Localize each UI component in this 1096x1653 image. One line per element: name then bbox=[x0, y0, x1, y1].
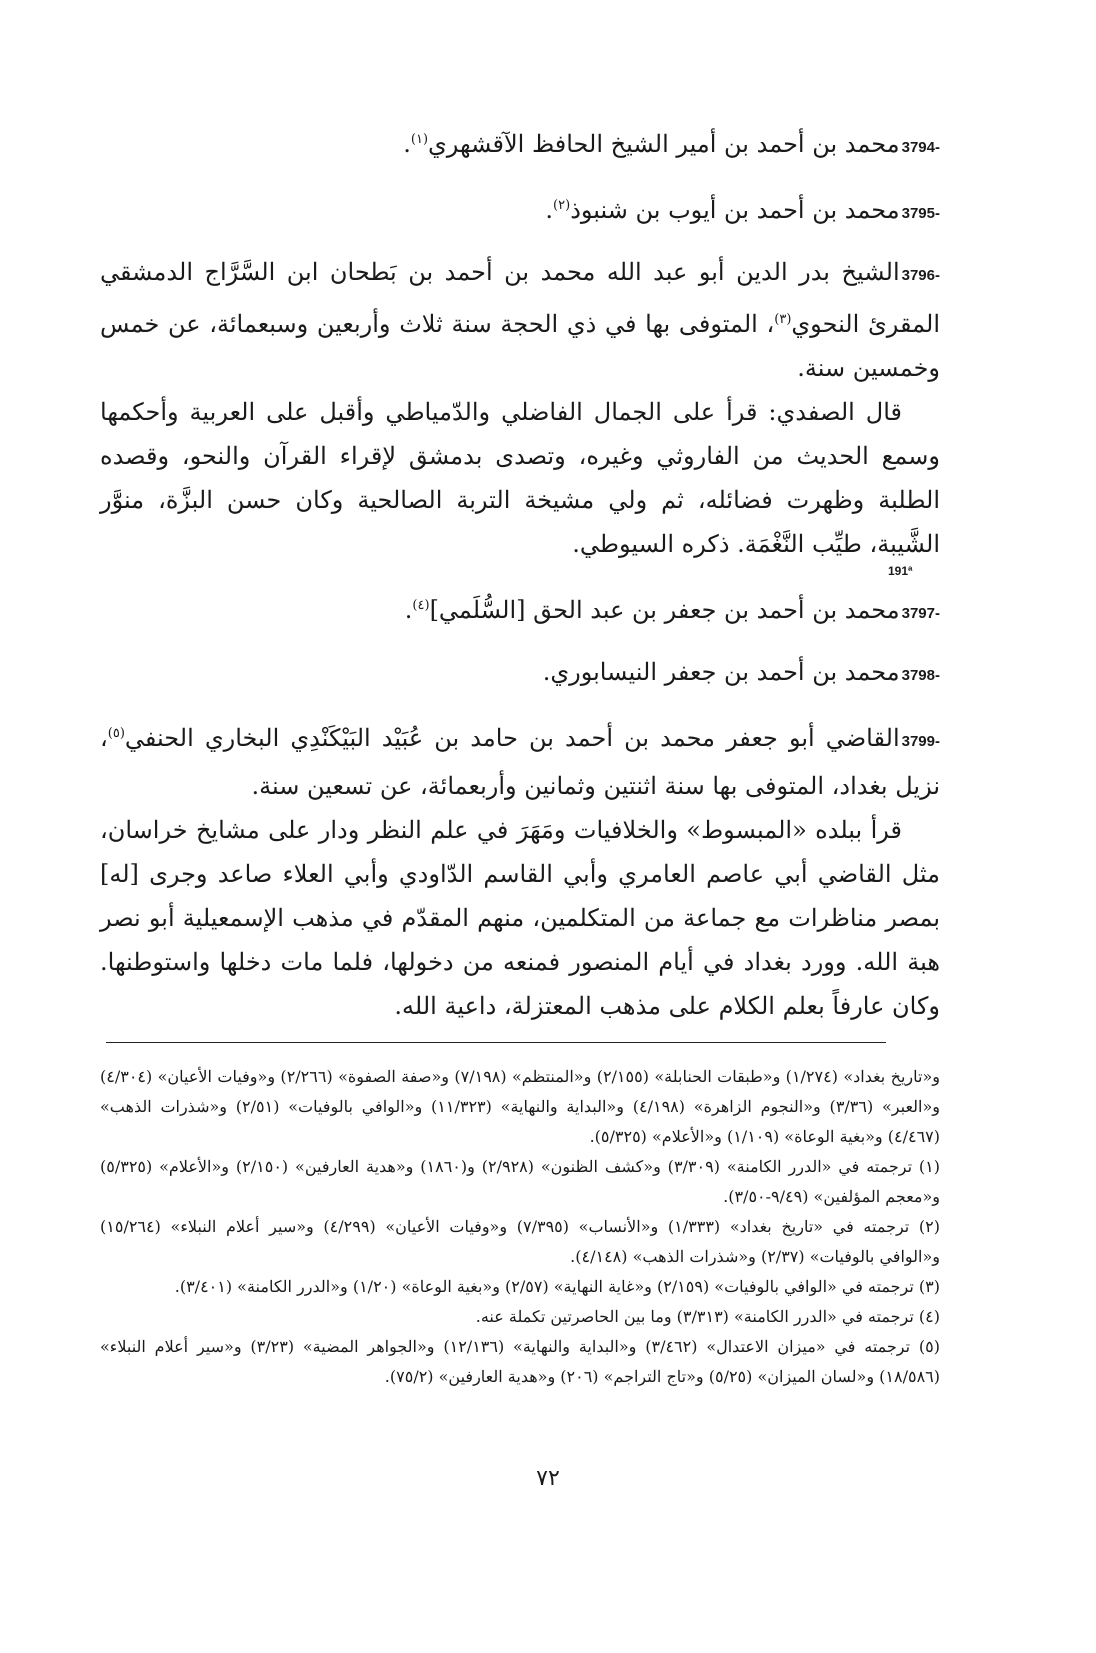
main-text bbox=[100, 118, 940, 1028]
entry-text: الشيخ بدر الدين أبو عبد الله محمد بن أحمد بن بَطحان ابن السَّرَّاج الدمشقي المقرئ النحوي bbox=[100, 258, 940, 338]
entry-number: 3795- bbox=[901, 205, 940, 222]
entry-text: محمد بن أحمد بن أيوب بن شنبوذ bbox=[570, 196, 900, 224]
footnote-ref[interactable]: (٥) bbox=[107, 726, 125, 741]
entry-number: 3796- bbox=[901, 267, 940, 284]
footnote-4: (٤) ترجمته في «الدرر الكامنة» (٣/٣١٣) وما بين الحاصرتين تكملة عنه. bbox=[475, 1307, 940, 1326]
entry-number: 3794- bbox=[901, 139, 940, 156]
folio-marker bbox=[100, 566, 940, 584]
footnote-ref[interactable]: (٣) bbox=[774, 312, 792, 327]
entry-3795 bbox=[100, 184, 940, 236]
entry-3796 bbox=[100, 250, 940, 390]
entry-tail: ، المتوفى بها في ذي الحجة سنة ثلاث وأربعين وسبعمائة، عن خمس وخمسين سنة. bbox=[100, 310, 940, 382]
entry-3794 bbox=[100, 118, 940, 170]
footnote-1: (١) ترجمته في «الدرر الكامنة» (٣/٣٠٩) و«كشف الظنون» (٢/٩٢٨) و(١٨٦٠) و«هدية العارفين» (٢/١٥٠) و«الأعلام» (٥/٣٢٥) و«معجم المؤلفين» (٩/٤٩-٣/٥٠). bbox=[100, 1157, 941, 1206]
entry-3797 bbox=[100, 584, 940, 636]
entry-tail: ، نزيل بغداد، المتوفى بها سنة اثنتين وثمانين وأربعمائة، عن تسعين سنة. bbox=[100, 724, 940, 800]
entry-number: 3797- bbox=[901, 605, 940, 622]
footnote-ref[interactable]: (٢) bbox=[553, 198, 571, 213]
entry-3799-paragraph: قرأ ببلده «المبسوط» والخلافيات ومَهَرَ في علم النظر ودار على مشايخ خراسان، مثل القاضي أبي عاصم العامري وأبي القاسم الدّاودي وأبي العلاء صاعد وجرى [له] بمصر مناظرات مع جماعة من المتكلمين، منهم المقدّم في مذهب الإسمعيلية أبو نصر هبة الله. وورد بغداد في أيام المنصور فمنعه من دخولها، فلما مات دخلها واستوطنها. وكان عارفاً بعلم الكلام على مذهب المعتزلة، داعية الله. bbox=[100, 816, 940, 1020]
footnote-divider bbox=[106, 1042, 886, 1043]
entry-text: القاضي أبو جعفر محمد بن أحمد بن حامد بن عُبَيْد البَيْكَنْدِي البخاري الحنفي bbox=[124, 724, 900, 752]
footnote-3: (٣) ترجمته في «الوافي بالوفيات» (٢/١٥٩) و«غاية النهاية» (٢/٥٧) و«بغية الوعاة» (١/٢٠) و«الدرر الكامنة» (٣/٤٠١). bbox=[174, 1277, 940, 1296]
entry-3799 bbox=[100, 712, 940, 808]
entry-tail: . bbox=[545, 196, 554, 224]
entry-number: 3799- bbox=[901, 733, 940, 750]
entry-tail: . bbox=[404, 596, 413, 624]
entry-text: محمد بن أحمد بن أمير الشيخ الحافظ الآقشهري bbox=[428, 130, 900, 158]
footnote-ref[interactable]: (١) bbox=[410, 132, 429, 147]
entry-3798 bbox=[100, 650, 940, 698]
entry-tail: . bbox=[403, 130, 411, 158]
entry-number: 3798- bbox=[901, 667, 940, 684]
footnote-2: (٢) ترجمته في «تاريخ بغداد» (١/٣٣٣) و«الأنساب» (٧/٣٩٥) و«وفيات الأعيان» (٤/٢٩٩) و«سير أعلام النبلاء» (١٥/٢٦٤) و«الوافي بالوفيات» (٢/٣٧) و«شذرات الذهب» (٤/١٤٨). bbox=[100, 1217, 940, 1266]
entry-text: محمد بن أحمد بن جعفر النيسابوري. bbox=[542, 658, 900, 686]
entry-text: محمد بن أحمد بن جعفر بن عبد الحق [السُّلَمي] bbox=[429, 596, 900, 624]
footnote-ref[interactable]: (٤) bbox=[412, 598, 430, 613]
footnote-5: (٥) ترجمته في «ميزان الاعتدال» (٣/٤٦٢) و«البداية والنهاية» (١٢/١٣٦) و«الجواهر المضية» (٣/٢٣) و«سير أعلام النبلاء» (١٨/٥٨٦) و«لسان الميزان» (٥/٢٥) و«تاج التراجم» (٢٠٦) و«هدية العارفين» (٧٥/٢). bbox=[100, 1337, 941, 1386]
footnote-continuation: و«تاريخ بغداد» (١/٢٧٤) و«طبقات الحنابلة» (٢/١٥٥) و«المنتظم» (٧/١٩٨) و«صفة الصفوة» (٢/٢٦٦) و«وفيات الأعيان» (٤/٣٠٤) و«العبر» (٣/٣٦) و«النجوم الزاهرة» (٤/١٩٨) و«البداية والنهاية» (١١/٣٢٣) و«الوافي بالوفيات» (٢/٥١) و«شذرات الذهب» (٤/٤٦٧) و«بغية الوعاة» (١/١٠٩) و«الأعلام» (٥/٣٢٥). bbox=[100, 1067, 941, 1146]
entry-3796-paragraph: قال الصفدي: قرأ على الجمال الفاضلي والدّمياطي وأقبل على العربية وأحكمها وسمع الحديث من الفاروثي وغيره، وتصدى بدمشق لإقراء القرآن والنحو، وقصده الطلبة وظهرت فضائله، ثم ولي مشيخة التربة الصالحية وكان حسن البزَّة، منوَّر الشَّيبة، طيِّب النَّغْمَة. ذكره السيوطي. bbox=[100, 398, 940, 558]
folio-marker-text: 191ª bbox=[888, 564, 913, 578]
footnotes bbox=[100, 1062, 940, 1392]
page-number: ٧٢ bbox=[536, 1466, 560, 1491]
